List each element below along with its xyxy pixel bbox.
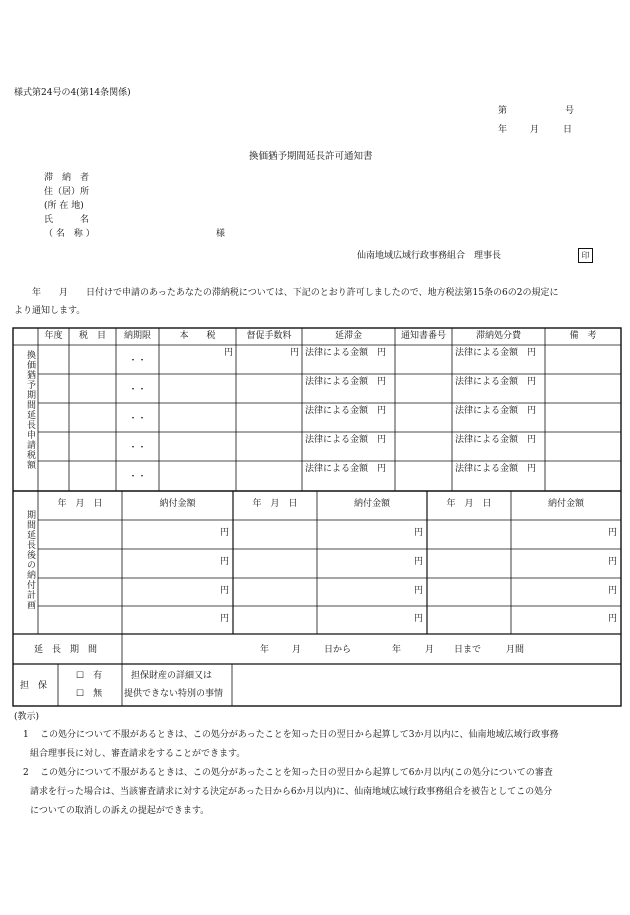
due-date-cell: ・・ bbox=[128, 414, 147, 424]
plan-amount-yen: 円 bbox=[219, 528, 229, 538]
plan-amount-yen: 円 bbox=[219, 586, 229, 596]
delay-charge-cell: 法律による金額 円 bbox=[305, 377, 387, 387]
intro-line-1: 年 月 日付けで申請のあったあなたの滞納税については、下記のとおり許可しましたので、地方税法第15条の6の2の規定に bbox=[32, 288, 559, 298]
extension-label: 延 長 期 間 bbox=[34, 645, 98, 655]
label-taino: 滞 納 者 bbox=[44, 173, 90, 183]
plan-amount-yen: 円 bbox=[219, 614, 229, 624]
due-date-cell: ・・ bbox=[128, 472, 147, 482]
ext-month2: 月 bbox=[425, 645, 435, 655]
table1-header-5: 延滞金 bbox=[334, 331, 362, 341]
plan-date-header: 年 月 日 bbox=[252, 499, 298, 509]
due-date-cell: ・・ bbox=[128, 443, 147, 453]
plan-amount-yen: 円 bbox=[607, 614, 617, 624]
notice-item2-line3: についての取消しの訴えの提起ができます。 bbox=[30, 806, 210, 816]
table1-side-label: 換価猶予期間延長申請税額 bbox=[25, 350, 35, 470]
collateral-yes-checkbox[interactable]: ☐ 有 bbox=[76, 671, 103, 681]
disposal-cost-cell: 法律による金額 円 bbox=[455, 464, 537, 474]
fee-amount-cell: 円 bbox=[289, 348, 299, 358]
plan-amount-yen: 円 bbox=[413, 528, 423, 538]
table1-header-0: 年度 bbox=[44, 331, 63, 341]
plan-date-header: 年 月 日 bbox=[57, 499, 103, 509]
table1-header-6: 通知書番号 bbox=[400, 331, 446, 341]
delay-charge-cell: 法律による金額 円 bbox=[305, 348, 387, 358]
plan-amount-header: 納付金額 bbox=[353, 499, 390, 509]
label-meisho: （ 名 称 ） bbox=[44, 229, 95, 239]
notice-item2-line2: 請求を行った場合は、当該審査請求に対する決定があった日から6か月以内)に、仙南地域広域行政事務組合を被告としてこの処分 bbox=[30, 787, 553, 797]
label-sama: 様 bbox=[216, 229, 226, 239]
issuer-org: 仙南地域広域行政事務組合 理事長 bbox=[357, 251, 502, 261]
collateral-no-checkbox[interactable]: ☐ 無 bbox=[76, 689, 103, 699]
table2-side-label: 期間延長後の納付計画 bbox=[25, 510, 35, 610]
delay-charge-cell: 法律による金額 円 bbox=[305, 406, 387, 416]
ext-from: 日から bbox=[324, 645, 352, 655]
disposal-cost-cell: 法律による金額 円 bbox=[455, 377, 537, 387]
doc-no-go: 号 bbox=[565, 106, 575, 116]
due-date-cell: ・・ bbox=[128, 356, 147, 366]
intro-line-2: より通知します。 bbox=[14, 306, 86, 316]
plan-amount-yen: 円 bbox=[219, 557, 229, 567]
due-date-cell: ・・ bbox=[128, 385, 147, 395]
plan-amount-yen: 円 bbox=[607, 586, 617, 596]
collateral-detail-2: 提供できない特別の事情 bbox=[124, 689, 224, 699]
table1-header-1: 税 目 bbox=[78, 331, 106, 341]
collateral-label: 担 保 bbox=[20, 681, 48, 691]
table1-header-8: 備 考 bbox=[569, 331, 597, 341]
doc-no-dai: 第 bbox=[498, 106, 508, 116]
ext-year2: 年 bbox=[392, 645, 402, 655]
date-day: 日 bbox=[563, 125, 573, 135]
notice-item1-num: 1 bbox=[23, 730, 29, 740]
notice-item1-line2: 組合理事長に対し、審査請求をすることができます。 bbox=[30, 749, 246, 759]
disposal-cost-cell: 法律による金額 円 bbox=[455, 406, 537, 416]
label-name: 氏 名 bbox=[44, 215, 90, 225]
label-address: 住（居）所 bbox=[44, 187, 90, 197]
form-number: 様式第24号の4(第14条関係) bbox=[14, 88, 131, 98]
plan-amount-header: 納付金額 bbox=[159, 499, 196, 509]
notice-heading: (教示) bbox=[14, 712, 40, 722]
table1-header-4: 督促手数料 bbox=[246, 331, 292, 341]
collateral-detail-1: 担保財産の詳細又は bbox=[131, 671, 213, 681]
plan-date-header: 年 月 日 bbox=[446, 499, 492, 509]
table1-header-2: 納期限 bbox=[123, 331, 151, 341]
ext-months: 月間 bbox=[506, 645, 525, 655]
plan-amount-yen: 円 bbox=[607, 557, 617, 567]
date-year: 年 bbox=[498, 125, 508, 135]
label-location: (所 在 地) bbox=[44, 201, 84, 211]
table1-header-7: 滞納処分費 bbox=[475, 331, 521, 341]
notice-item1-line1: この処分について不服があるときは、この処分があったことを知った日の翌日から起算して3か月以内に、仙南地域広域行政事務 bbox=[40, 730, 559, 740]
delay-charge-cell: 法律による金額 円 bbox=[305, 435, 387, 445]
ext-until: 日まで bbox=[454, 645, 482, 655]
ext-year1: 年 bbox=[260, 645, 270, 655]
table1-header-3: 本 税 bbox=[179, 331, 216, 341]
delay-charge-cell: 法律による金額 円 bbox=[305, 464, 387, 474]
disposal-cost-cell: 法律による金額 円 bbox=[455, 348, 537, 358]
plan-amount-yen: 円 bbox=[413, 614, 423, 624]
tax-amount-cell: 円 bbox=[223, 348, 233, 358]
plan-amount-header: 納付金額 bbox=[547, 499, 584, 509]
notice-item2-line1: この処分について不服があるときは、この処分があったことを知った日の翌日から起算して6か月以内(この処分についての審査 bbox=[40, 768, 553, 778]
notice-item2-num: 2 bbox=[23, 768, 29, 778]
date-month: 月 bbox=[530, 125, 540, 135]
plan-amount-yen: 円 bbox=[413, 557, 423, 567]
page-title: 換価猶予期間延長許可通知書 bbox=[249, 151, 373, 162]
plan-amount-yen: 円 bbox=[413, 586, 423, 596]
seal-mark: 印 bbox=[578, 248, 593, 263]
ext-month1: 月 bbox=[292, 645, 302, 655]
disposal-cost-cell: 法律による金額 円 bbox=[455, 435, 537, 445]
plan-amount-yen: 円 bbox=[607, 528, 617, 538]
